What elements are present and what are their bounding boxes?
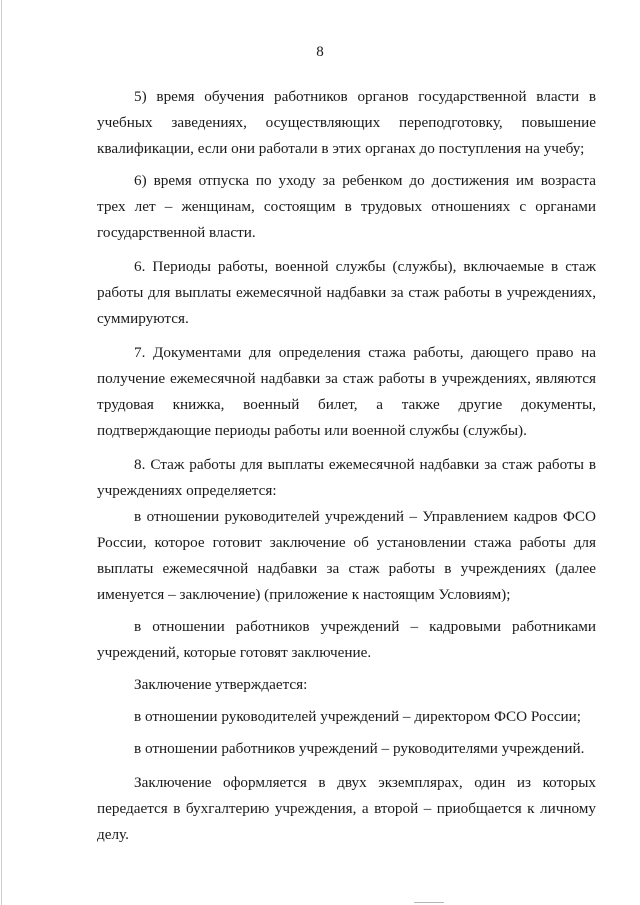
paragraph-employees: в отношении работников учреждений – кадровыми работниками учреждений, которые готовят заключение. <box>97 618 596 661</box>
scan-artifact-line <box>414 902 444 903</box>
paragraph-clause-8: 8. Стаж работы для выплаты ежемесячной надбавки за стаж работы в учреждениях определяется: <box>97 456 596 499</box>
paragraph-item-6: 6) время отпуска по уходу за ребенком до достижения им возраста трех лет – женщинам, состоящим в трудовых отношениях с органами государственной власти. <box>97 172 596 241</box>
document-body <box>97 84 596 848</box>
page-number: 8 <box>316 44 324 60</box>
paragraph-item-5: 5) время обучения работников органов государственной власти в учебных заведениях, осуществляющих переподготовку, повышение квалификации, если они работали в этих органах до поступления на учебу; <box>97 88 596 157</box>
page-edge-line <box>1 0 2 905</box>
paragraph-approval-heading: Заключение утверждается: <box>134 676 308 693</box>
paragraph-clause-6: 6. Периоды работы, военной службы (службы), включаемые в стаж работы для выплаты ежемесячной надбавки за стаж работы в учреждениях, суммируются. <box>97 258 596 327</box>
paragraph-approval-managers: в отношении руководителей учреждений – директором ФСО России; <box>134 708 581 725</box>
paragraph-clause-7: 7. Документами для определения стажа работы, дающего право на получение ежемесячной надбавки за стаж работы в учреждениях, являются трудовая книжка, военный билет, а также другие документы, подтверждающие периоды работы или военной службы (службы). <box>97 344 596 439</box>
paragraph-copies: Заключение оформляется в двух экземплярах, один из которых передается в бухгалтерию учреждения, а второй – приобщается к личному делу. <box>97 774 596 843</box>
paragraph-approval-employees: в отношении работников учреждений – руководителями учреждений. <box>134 740 585 757</box>
paragraph-managers: в отношении руководителей учреждений – Управлением кадров ФСО России, которое готовит заключение об установлении стажа работы для выплаты ежемесячной надбавки за стаж работы в учреждениях (далее именуется – заключение) (приложение к настоящим Условиям); <box>97 508 596 603</box>
